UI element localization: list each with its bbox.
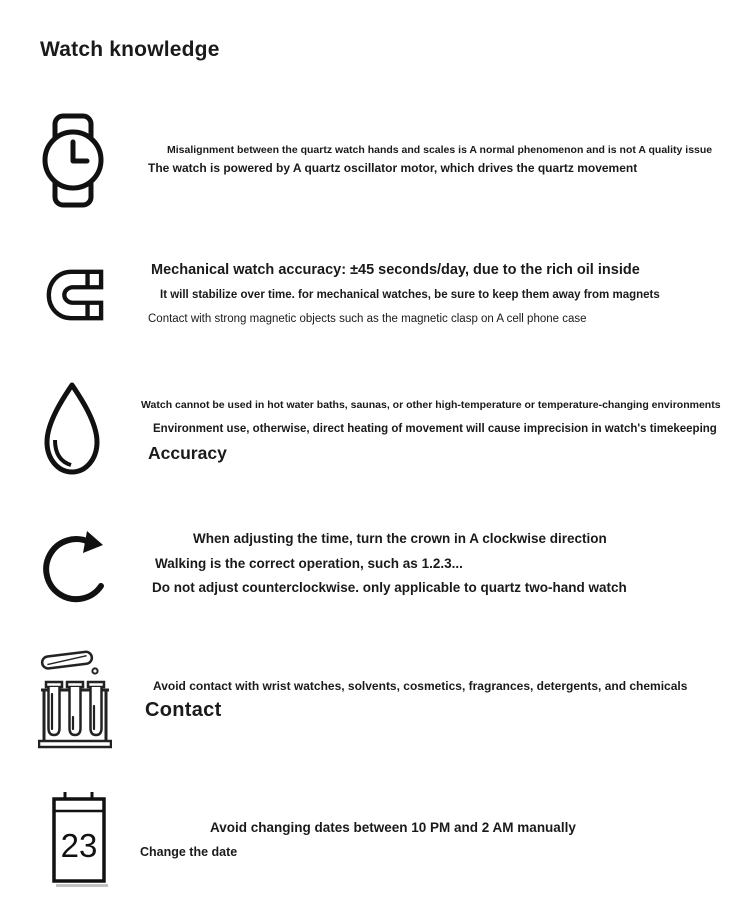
section-text-line: Avoid changing dates between 10 PM and 2 AM manually bbox=[210, 820, 576, 835]
section-text-line: Walking is the correct operation, such as 1.2.3... bbox=[155, 556, 463, 571]
calendar-icon bbox=[52, 791, 106, 885]
section-text-line: The watch is powered by A quartz oscillator motor, which drives the quartz movement bbox=[148, 161, 638, 175]
section-text-line: Contact with strong magnetic objects such as the magnetic clasp on A cell phone case bbox=[148, 313, 587, 325]
section-text-line: When adjusting the time, turn the crown in A clockwise direction bbox=[193, 531, 607, 546]
rotate-clockwise-icon bbox=[40, 528, 118, 606]
section-text-line: Do not adjust counterclockwise. only applicable to quartz two-hand watch bbox=[152, 580, 627, 595]
section-text-line: Misalignment between the quartz watch hands and scales is A normal phenomenon and is not A quality issue bbox=[167, 144, 713, 156]
section-text-line: Change the date bbox=[140, 845, 238, 859]
section-heading: Accuracy bbox=[148, 443, 227, 463]
section-heading: Contact bbox=[145, 699, 222, 721]
calendar-day-number: 23 bbox=[60, 827, 98, 864]
magnet-icon bbox=[44, 267, 104, 323]
watch-icon bbox=[42, 113, 104, 208]
section-text-line: It will stabilize over time. for mechanical watches, be sure to keep them away from magnets bbox=[160, 289, 660, 301]
calendar-shadow bbox=[56, 884, 108, 887]
page-title: Watch knowledge bbox=[40, 38, 220, 61]
chemicals-test-tubes-icon bbox=[38, 644, 112, 754]
section-text-line: Mechanical watch accuracy: ±45 seconds/day, due to the rich oil inside bbox=[151, 262, 640, 278]
section-text-line: Avoid contact with wrist watches, solvents, cosmetics, fragrances, detergents, and chemicals bbox=[153, 679, 688, 693]
section-text-line: Environment use, otherwise, direct heating of movement will cause imprecision in watch's timekeeping bbox=[153, 423, 717, 435]
section-text-line: Watch cannot be used in hot water baths, saunas, or other high-temperature or temperature-changing environments bbox=[141, 399, 721, 411]
water-drop-icon bbox=[42, 380, 102, 477]
